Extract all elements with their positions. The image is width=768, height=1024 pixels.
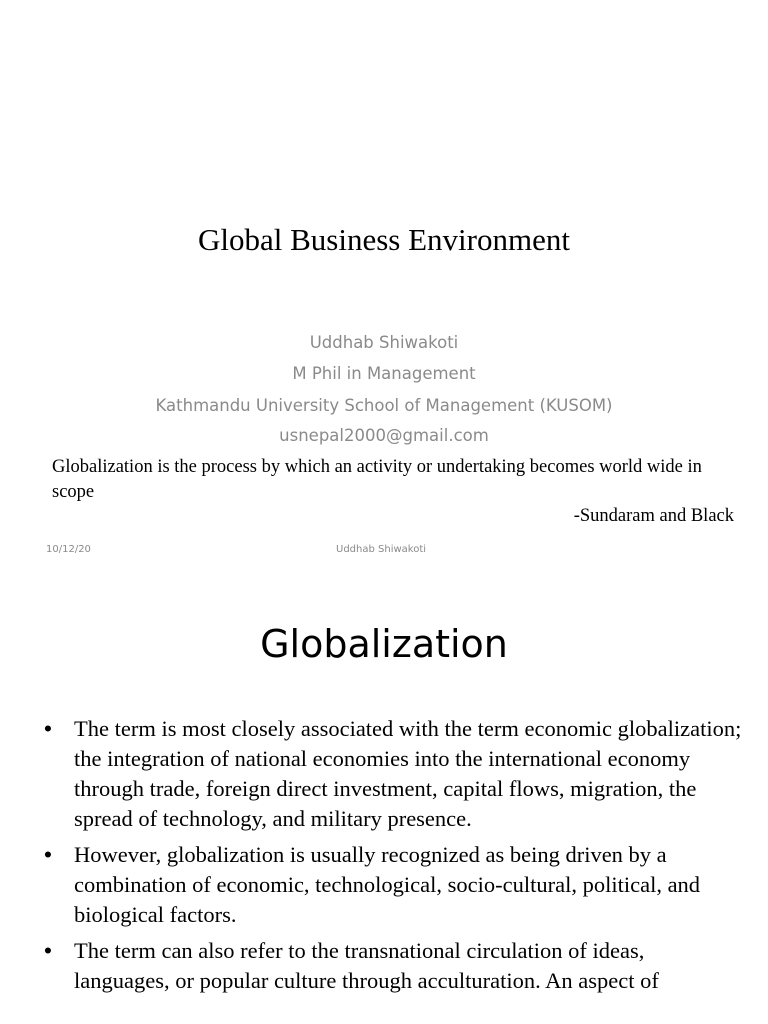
presenter-email: usnepal2000@gmail.com (279, 426, 489, 445)
bullet-item (44, 936, 744, 996)
quote-attribution: -Sundaram and Black (573, 506, 734, 526)
presenter-degree: M Phil in Management (292, 364, 476, 383)
slide-title: Globalization (260, 622, 508, 666)
definition-quote: Globalization is the process by which an activity or undertaking becomes world wide in scope (52, 457, 702, 502)
bullet-icon: • (44, 716, 52, 741)
bullet-icon: • (44, 938, 52, 963)
bullet-text: However, globalization is usually recognized as being driven by a combination of economic, technological, socio-cultural, political, and biological factors. (74, 842, 701, 927)
presenter-institution: Kathmandu University School of Management (KUSOM) (155, 396, 613, 415)
bullet-item (44, 714, 744, 834)
presenter-name: Uddhab Shiwakoti (309, 333, 459, 352)
bullet-icon: • (44, 842, 52, 867)
bullet-list (44, 714, 744, 1002)
footer-author: Uddhab Shiwakoti (336, 544, 427, 555)
slide-2 (0, 576, 768, 1024)
footer-date: 10/12/20 (46, 544, 91, 555)
bullet-item (44, 840, 744, 930)
bullet-text: The term is most closely associated with the term economic globalization; the integration of national economies into the international economy through trade, foreign direct investment, capital flows, migration, the spread of technology, and military presence. (74, 716, 742, 831)
slide-title: Global Business Environment (198, 222, 570, 257)
bullet-text: The term can also refer to the transnational circulation of ideas, languages, or popular culture through acculturation. An aspect of (74, 938, 659, 993)
